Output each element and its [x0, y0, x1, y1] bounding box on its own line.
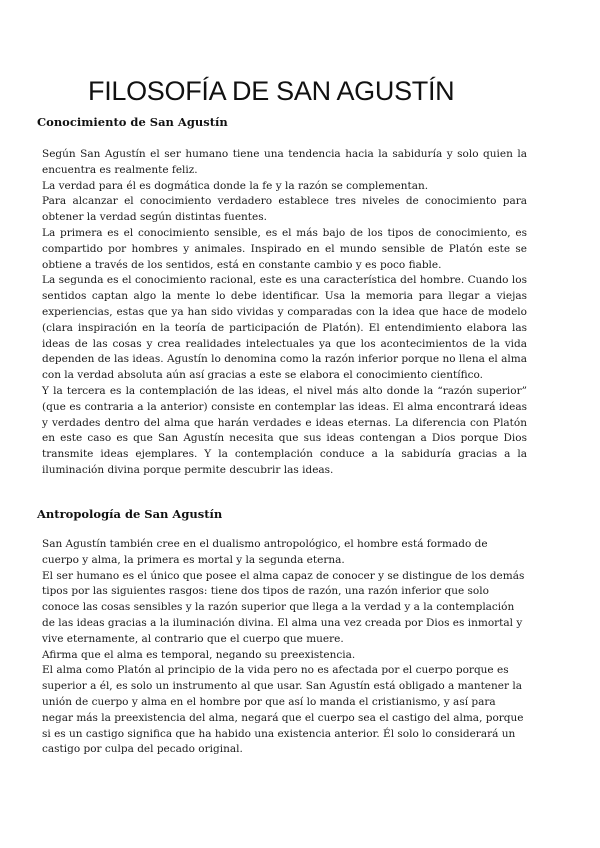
paragraph: El alma como Platón al principio de la vida pero no es afectada por el cuerpo porque es superior a él, es solo un instrumento al que usar. San Agustín está obligado a mantener la unión de cuerpo y alma en el hombre por que así lo manda el cristianismo, y así para negar más la preexistencia del alma, negará que el cuerpo sea el castigo del alma, porque si es un castigo significa que ha habido una existencia anterior. Él solo lo considerará un castigo por culpa del pecado original.	[42, 664, 524, 756]
document-title: FILOSOFÍA DE SAN AGUSTÍN	[88, 76, 455, 106]
paragraph: Según San Agustín el ser humano tiene una tendencia hacia la sabiduría y solo quien la encuentra es realmente feliz.	[42, 148, 527, 176]
paragraph: La primera es el conocimiento sensible, es el más bajo de los tipos de conocimiento, es compartido por hombres y animales. Inspirado en el mundo sensible de Platón este se obtiene a través de los sentidos, está en constante cambio y es poco fiable.	[42, 226, 527, 271]
paragraph: Afirma que el alma es temporal, negando su preexistencia.	[42, 648, 356, 661]
section-heading-conocimiento: Conocimiento de San Agustín	[37, 115, 228, 129]
paragraph: La segunda es el conocimiento racional, este es una característica del hombre. Cuando los sentidos captan algo la mente lo debe identificar. Usa la memoria para llegar a viejas experiencias, estas que ya han sido vividas y comparadas con la idea que hace de modelo (clara inspiración en la teoría de participación de Platón). El entendimiento elabora las ideas de las cosas y crea realidades intelectuales ya que los acontecimientos de la vida dependen de las ideas. Agustín lo denomina como la razón inferior porque no llena el alma con la verdad absoluta aún así gracias a este se elabora el conocimiento científico.	[42, 274, 527, 382]
paragraph: Y la tercera es la contemplación de las ideas, el nivel más alto donde la “razón superior” (que es contraria a la anterior) consiste en contemplar las ideas. El alma encontrará ideas y verdades dentro del alma que harán verdades e ideas eternas. La diferencia con Platón en este caso es que San Agustín necesita que sus ideas contengan a Dios porque Dios transmite ideas ejemplares. Y la contemplación conduce a la sabiduría gracias a la iluminación divina porque permite descubrir las ideas.	[42, 384, 527, 476]
section-body-conocimiento	[42, 147, 527, 479]
paragraph: La verdad para él es dogmática donde la fe y la razón se complementan.	[42, 179, 429, 192]
section-heading-antropologia: Antropología de San Agustín	[37, 507, 223, 521]
paragraph: San Agustín también cree en el dualismo antropológico, el hombre está formado de cuerpo y alma, la primera es mortal y la segunda eterna.	[42, 538, 488, 566]
paragraph: El ser humano es el único que posee el alma capaz de conocer y se distingue de los demás tipos por las siguientes rasgos: tiene dos tipos de razón, una razón inferior que solo conoce las cosas sensibles y la razón superior que llega a la verdad y a la contemplación de las ideas gracias a la iluminación divina. El alma una vez creada por Dios es inmortal y vive eternamente, al contrario que el cuerpo que muere.	[42, 569, 525, 645]
paragraph: Para alcanzar el conocimiento verdadero establece tres niveles de conocimiento para obtener la verdad según distintas fuentes.	[42, 195, 527, 224]
section-body-antropologia	[42, 537, 527, 758]
